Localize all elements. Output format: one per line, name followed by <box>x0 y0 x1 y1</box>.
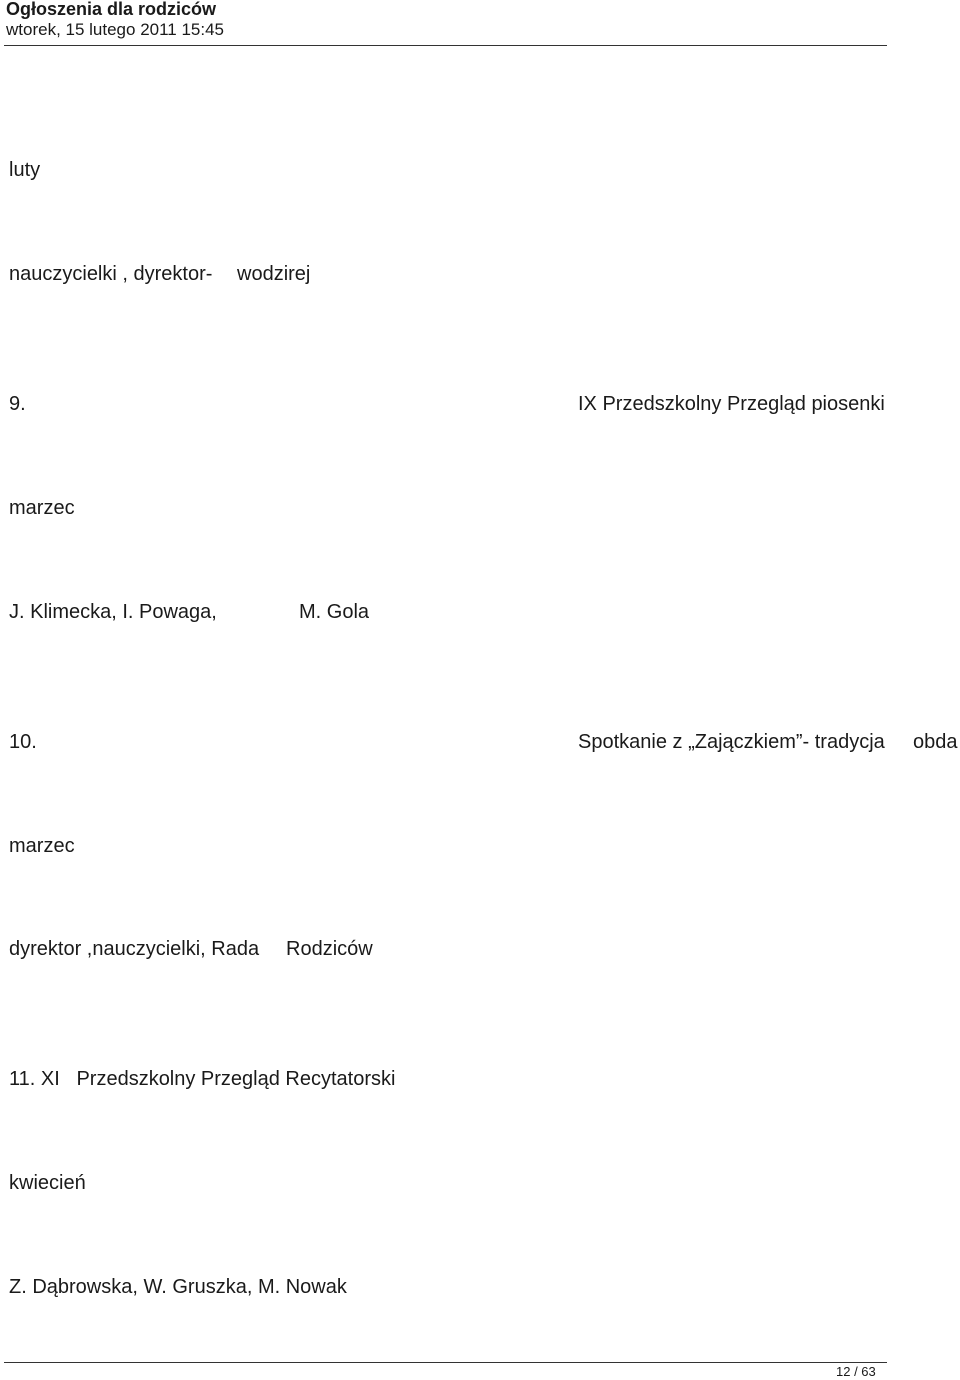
month-label: luty <box>9 159 41 181</box>
item-number: 9. <box>9 393 26 415</box>
page-header-title: Ogłoszenia dla rodziców <box>6 0 217 19</box>
event-title: Spotkanie z „Zajączkiem”- tradycja <box>578 731 885 753</box>
responsible-text: nauczycielki , dyrektor- <box>9 263 213 285</box>
responsible-text: Z. Dąbrowska, W. Gruszka, M. Nowak <box>9 1276 347 1298</box>
event-title: obda <box>913 731 958 753</box>
event-title: IX Przedszkolny Przegląd piosenki <box>578 393 885 415</box>
item-number: 10. <box>9 731 37 753</box>
event-title: 11. XI Przedszkolny Przegląd Recytatorski <box>9 1068 396 1090</box>
month-label: kwiecień <box>9 1172 86 1194</box>
responsible-text: wodzirej <box>237 263 311 285</box>
responsible-text: Rodziców <box>286 938 373 960</box>
responsible-text: M. Gola <box>299 601 370 623</box>
page-header-date: wtorek, 15 lutego 2011 15:45 <box>6 20 225 39</box>
footer-divider <box>4 1362 887 1363</box>
month-label: marzec <box>9 835 75 857</box>
month-label: marzec <box>9 497 75 519</box>
page-number: 12 / 63 <box>836 1364 876 1379</box>
responsible-text: J. Klimecka, I. Powaga, <box>9 601 217 623</box>
header-divider <box>4 45 887 46</box>
responsible-text: dyrektor ,nauczycielki, Rada <box>9 938 260 960</box>
